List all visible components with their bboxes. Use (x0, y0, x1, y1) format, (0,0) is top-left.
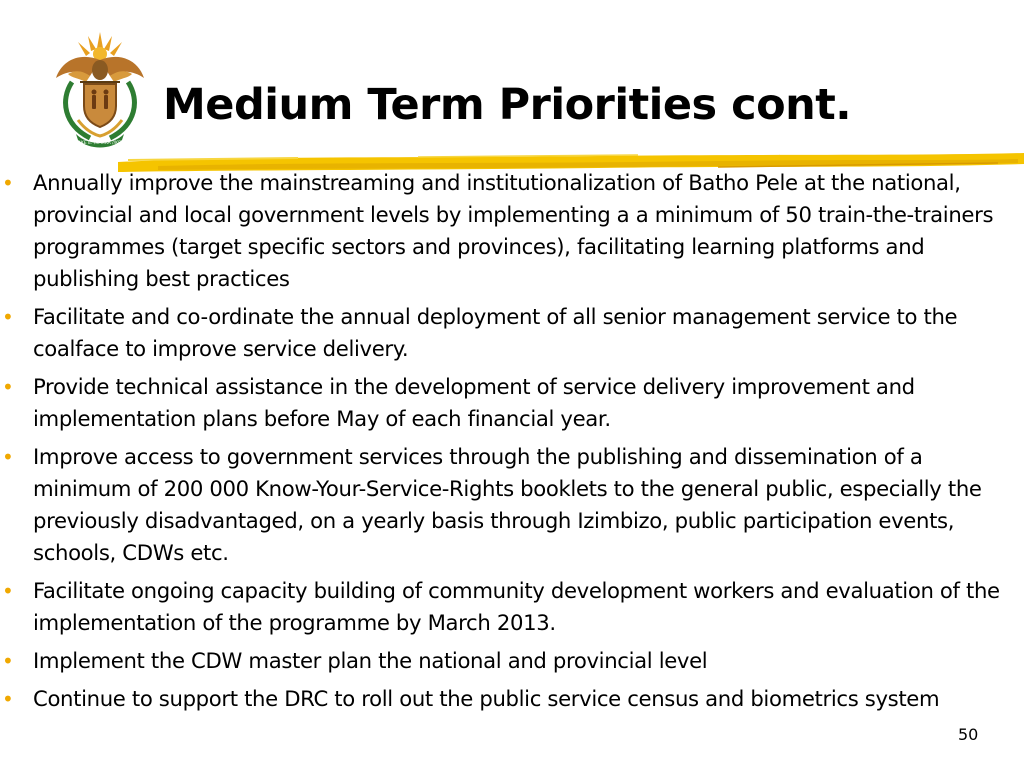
bullet-dot-icon: • (2, 687, 14, 711)
bullet-text: Annually improve the mainstreaming and institutionalization of Batho Pele at the national, provincial and local government levels by implementing a a minimum of 50 train-the-trainers programmes (target specific sectors and provinces), facilitating learning platforms and publishing best practices (33, 170, 994, 291)
bullet-text: Facilitate ongoing capacity building of community development workers and evaluation of the implementation of the programme by March 2013. (33, 578, 1000, 635)
bullet-item (0, 683, 1020, 715)
bullet-dot-icon: • (2, 579, 14, 603)
page-number: 50 (958, 725, 979, 744)
bullet-text: Implement the CDW master plan the national and provincial level (33, 648, 708, 673)
bullet-list (0, 167, 1020, 721)
bullet-text: Improve access to government services through the publishing and dissemination of a minimum of 200 000 Know-Your-Service-Rights booklets to the general public, especially the previously disadvantaged, on a yearly basis through Izimbizo, public participation events, schools, CDWs etc. (33, 444, 982, 565)
bullet-text: Continue to support the DRC to roll out the public service census and biometrics system (33, 686, 940, 711)
motto-text: !KE E: /XARRA //KE (79, 141, 121, 146)
bullet-text: Facilitate and co-ordinate the annual deployment of all senior management service to the coalface to improve service delivery. (33, 304, 958, 361)
slide-title: Medium Term Priorities cont. (163, 80, 852, 130)
bullet-item (0, 371, 1020, 435)
bullet-dot-icon: • (2, 171, 14, 195)
bullet-text: Provide technical assistance in the development of service delivery improvement and implementation plans before May of each financial year. (33, 374, 915, 431)
bullet-dot-icon: • (2, 445, 14, 469)
bullet-item (0, 441, 1020, 569)
bullet-item (0, 167, 1020, 295)
coat-of-arms-icon (50, 30, 150, 150)
bullet-dot-icon: • (2, 375, 14, 399)
bullet-item (0, 645, 1020, 677)
bullet-dot-icon: • (2, 305, 14, 329)
bullet-item (0, 301, 1020, 365)
bullet-dot-icon: • (2, 649, 14, 673)
bullet-item (0, 575, 1020, 639)
